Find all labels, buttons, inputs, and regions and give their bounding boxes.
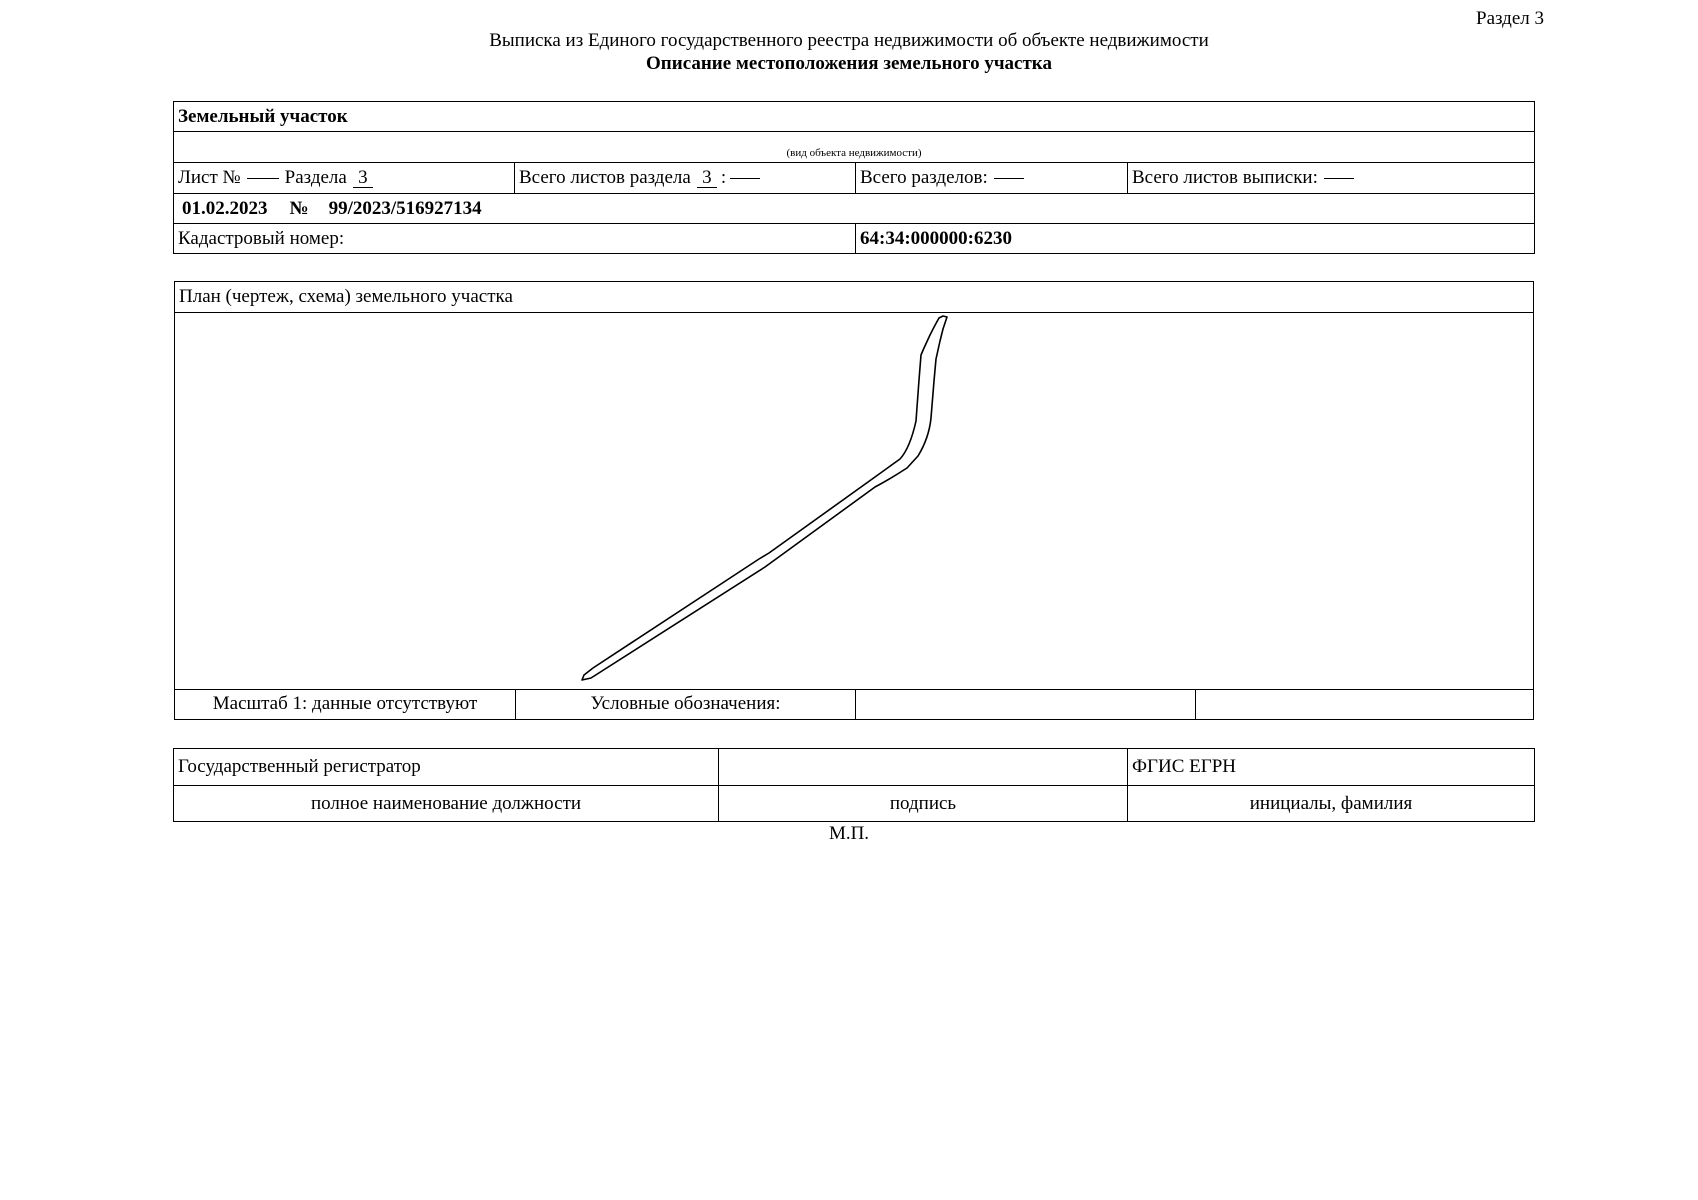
sheets-row [174, 163, 1534, 194]
plan-legend-cell-2 [1195, 689, 1533, 719]
plan-drawing-area [175, 313, 1533, 690]
signature-caption: подпись [718, 786, 1127, 822]
sheet-number [247, 178, 279, 179]
total-sheets-section-count [730, 178, 760, 179]
land-plot-outline [175, 313, 1533, 689]
total-sheets-extract-label: Всего листов выписки: [1132, 167, 1318, 188]
cadastral-label: Кадастровый номер: [178, 228, 345, 249]
position-caption: полное наименование должности [310, 793, 582, 814]
object-kind-row [174, 102, 1534, 132]
registrar-signature [718, 749, 1127, 785]
extract-date: 01.02.2023 [182, 197, 268, 219]
section-label: Раздел 3 [1476, 8, 1544, 29]
plan-legend-cell-1 [855, 689, 1195, 719]
extract-number: 99/2023/516927134 [328, 197, 482, 219]
registrar-name: ФГИС ЕГРН [1127, 749, 1534, 785]
total-sections-label: Всего разделов: [860, 167, 988, 188]
object-kind: Земельный участок [178, 105, 348, 127]
signature-values-row [174, 749, 1534, 786]
plan-scale: Масштаб 1: данные отсутствуют [212, 693, 478, 714]
document-subtitle: Описание местоположения земельного участка [646, 53, 1052, 74]
total-sheets-section-label: Всего листов раздела [519, 167, 691, 188]
sheet-cell [174, 163, 514, 193]
plan-footer-row [175, 689, 1533, 719]
name-caption: инициалы, фамилия [1127, 786, 1534, 822]
total-sections-cell [855, 163, 1127, 193]
signature-captions-row [174, 786, 1534, 822]
document-title: Выписка из Единого государственного реестра недвижимости об объекте недвижимости [489, 30, 1209, 51]
section-number: 3 [353, 169, 373, 188]
plan-title: План (чертеж, схема) земельного участка [179, 286, 513, 307]
plan-title-row [175, 282, 1533, 313]
total-sheets-extract-value [1324, 178, 1354, 179]
total-sections-value [994, 178, 1024, 179]
cadastral-number: 64:34:000000:6230 [855, 224, 1534, 254]
section-of-label: Раздела [284, 167, 347, 188]
sheet-label: Лист № [178, 167, 241, 188]
total-sheets-section-value: 3 [697, 169, 717, 188]
object-kind-caption-row [174, 132, 1534, 163]
object-info-table [173, 101, 1535, 254]
total-sheets-extract-cell [1127, 163, 1534, 193]
stamp-place: М.П. [828, 823, 870, 844]
total-sheets-section-cell: Всего листов раздела 3 : [514, 163, 855, 193]
registrar-position: Государственный регистратор [178, 756, 421, 777]
date-number-row [174, 194, 1534, 224]
plan-box [174, 281, 1534, 720]
signature-table [173, 748, 1535, 822]
plan-legend-label: Условные обозначения: [515, 689, 855, 719]
object-kind-caption: (вид объекта недвижимости) [786, 147, 922, 159]
number-sign: № [289, 197, 309, 219]
cadastral-row [174, 224, 1534, 254]
